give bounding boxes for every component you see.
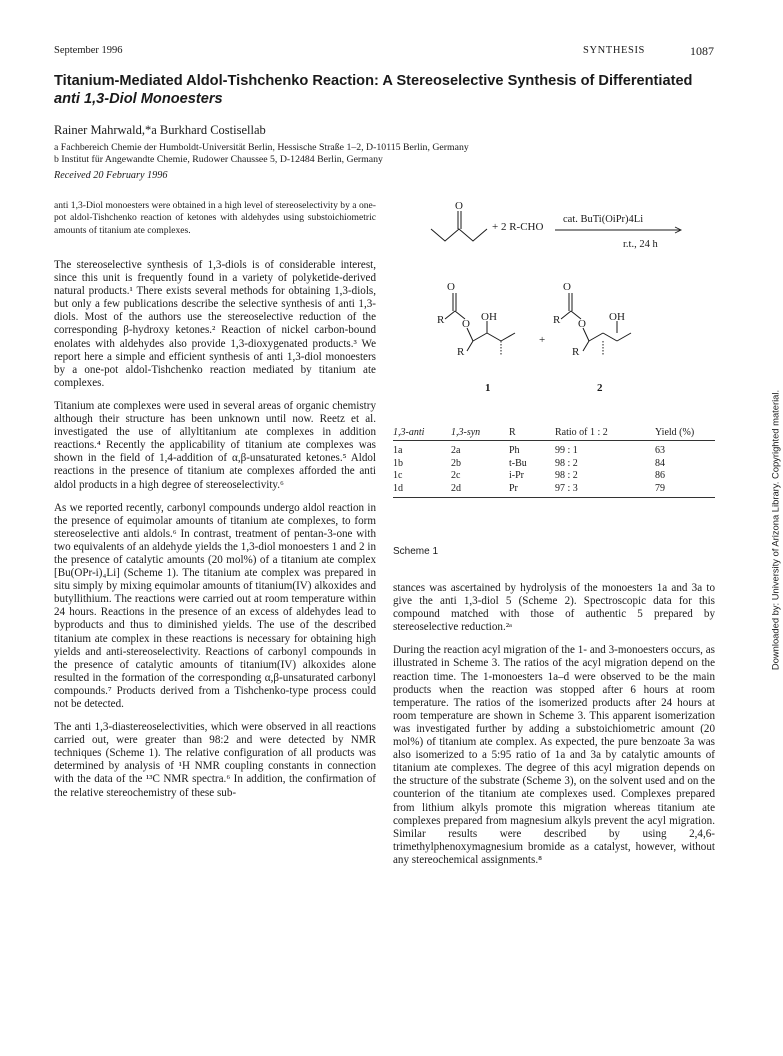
compound-2-r-chain: R — [572, 346, 580, 358]
download-watermark — [768, 370, 782, 690]
compound-1-r-chain: R — [457, 346, 465, 358]
table-row — [393, 458, 715, 471]
table-row — [393, 483, 715, 498]
cell-r: Pr — [509, 483, 555, 498]
body-right-column — [393, 582, 715, 877]
scheme-caption: Scheme 1 — [393, 546, 439, 557]
compound-1-r-acyl: R — [437, 314, 445, 326]
catalyst-text: cat. BuTi(OiPr)4Li — [563, 214, 644, 225]
compound-1-hydroxyl: OH — [481, 311, 497, 323]
table-row — [393, 441, 715, 458]
cell-ratio: 97 : 3 — [555, 483, 655, 498]
affiliation-b: b Institut für Angewandte Chemie, Rudower Chaussee 5, D-12484 Berlin, Germany — [54, 154, 383, 165]
running-header-journal: SYNTHESIS — [583, 45, 645, 56]
cell-r: Ph — [509, 445, 520, 456]
compound-2-hydroxyl: OH — [609, 311, 625, 323]
cell-anti: 1b — [393, 457, 403, 469]
compound-1-ester-o: O — [462, 318, 470, 330]
compound-2-carbonyl-o: O — [563, 281, 571, 293]
ketone-oxygen-label: O — [455, 200, 463, 212]
cell-yield: 84 — [655, 457, 665, 469]
col-header-anti: 1,3-anti — [393, 425, 451, 441]
compound-2-r-acyl: R — [553, 314, 561, 326]
col-header-yield: Yield (%) — [655, 425, 715, 441]
paragraph: Titanium ate complexes were used in several areas of organic chemistry although their structure has been unknown until now. Reetz et al. investigated the use of allyltitanium ate complexes in addition reactions.⁴ Recently the applicability of titanium ate complexes was shown in the field of 1,4-addition of α,β-unsaturated ketones.⁵ Aldol reactions in the presence of titanium ate complexes afforded the anti aldol products in a high degree of stereoselectivity.⁶ — [54, 399, 376, 491]
cell-anti: 1a — [393, 445, 403, 456]
running-header-date: September 1996 — [54, 45, 123, 56]
paragraph: During the reaction acyl migration of the 1- and 3-monoesters occurs, as illustrated in Scheme 3. The ratios of the acyl migration depend on the reaction time. The 1-monoesters 1a–d were observed to be the main products when the reaction was stopped after 6 hours at room temperature. The ratios of the isomerized products after 24 hours at room temperature are shown in Scheme 3. This apparent isomerization was investigated further by adding a substoichiometric amount (20 mol%) of titanium ate complex. As expected, the pure benzoate 3a was also isomerized to a 5:95 ratio of 1a and 3a by catalytic amounts of titanium ate complexes. The degree of this acyl migration depends on the structure of the substrate (Scheme 3), on the solvent used and on the counterion of the titanium ate complexes used. Complexes prepared from lithium alkyls promote this migration whereas titanium ate complexes prepared from magnesium alkyls prevent the acyl migration. Similar results were described by using 2,4,6-trimethylphenoxymagnesium bromide as a catalyst, however, without any stereochemical assignments.⁸ — [393, 644, 715, 866]
cell-syn: 2b — [451, 457, 461, 469]
paragraph: The anti 1,3-diastereoselectivities, which were observed in all reactions carried out, were greater than 98:2 and were detected by NMR techniques (Scheme 1). The relative configuration of all products was determined by analysis of ¹H NMR coupling constants in connection with the data of the ¹³C NMR spectra.⁶ In addition, the confirmation of the relative stereochemistry of these sub- — [54, 721, 376, 799]
table-row — [393, 470, 715, 483]
scheme-1-table — [393, 425, 715, 498]
col-header-ratio: Ratio of 1 : 2 — [555, 425, 655, 441]
paragraph: As we reported recently, carbonyl compounds undergo aldol reaction in the presence of equimolar amounts of titanium ate complexes, to form stereoselective anti aldols.⁶ In contrast, treatment of pentan-3-one with two equivalents of an aldehyde yields the 1,3-diol monoesters 1 and 2 in the presence of catalytic amounts (20 mol%) of a titanium ate complex [Bu(OPr-i)₄Li] (Scheme 1). The titanium ate complex was prepared in situ simply by mixing equimolar amounts of titanium(IV) alkoxides and butyllithium. The reactions were carried out at room temperature within 24 hours. Reactions in the presence of an excess of aldehydes lead to byproducts and thus to diminished yields. The use of the described titanium ate complex in these reactions is necessary for obtaining high yields and anti-stereoselectivity. Reactions of carbonyl compounds in the presence of catalytic amounts of titanium(IV) alkoxides alone resulted in the formation of the corresponding α,β-unsaturated carbonyl compounds.⁷ Products derived from a Tishchenko-type process could not be detected. — [54, 501, 376, 710]
received-date: Received 20 February 1996 — [54, 170, 168, 181]
abstract: anti 1,3-Diol monoesters were obtained in a high level of stereoselectivity by a one-pot aldol-Tishchenko reaction of ketones with aldehydes using substoichiometric amounts of titanium ate complexes. — [54, 200, 376, 236]
cell-yield: 79 — [655, 483, 715, 498]
cell-yield: 86 — [655, 470, 665, 481]
col-header-syn: 1,3-syn — [451, 425, 509, 441]
compound-1-carbonyl-o: O — [447, 281, 455, 293]
page-number: 1087 — [690, 44, 714, 58]
affiliation-a: a Fachbereich Chemie der Humboldt-Universität Berlin, Hessische Straße 1–2, D-10115 Berlin, Germany — [54, 142, 469, 153]
compound-1-number: 1 — [485, 382, 491, 394]
cell-ratio: 98 : 2 — [555, 457, 578, 469]
scheme-1-diagram — [393, 195, 715, 410]
title-line-1: Titanium-Mediated Aldol-Tishchenko Reaction: A Stereoselective Synthesis of Differentiated — [54, 73, 693, 89]
cell-syn: 2a — [451, 445, 461, 456]
cell-syn: 2d — [451, 483, 509, 498]
compound-2-ester-o: O — [578, 318, 586, 330]
download-watermark-text: Downloaded by: University of Arizona Library. Copyrighted material. — [769, 389, 781, 671]
body-left-column — [54, 259, 376, 810]
compound-2-number: 2 — [597, 382, 603, 394]
cell-anti: 1d — [393, 483, 451, 498]
compound-1-structure — [445, 293, 515, 355]
cell-syn: 2c — [451, 470, 461, 481]
author-list: Rainer Mahrwald,*a Burkhard Costisellab — [54, 123, 266, 137]
cell-anti: 1c — [393, 470, 403, 481]
cell-r: t-Bu — [509, 457, 527, 469]
paragraph: The stereoselective synthesis of 1,3-diols is of considerable interest, since this unit is frequently found in a variety of polyketide-derived natural products.¹ There exists several methods for obtaining 1,3-diols, but only a few publications describe the selective synthesis of anti 1,3-diols. Most of the authors use the stereoselective reduction of the corresponding β-hydroxy ketones.² Reaction of nickel carbon-bound enolates with aldehydes also provide 1,3-dioxygenated products.³ We report here a simple and efficient synthesis of anti 1,3-diol monoesters by a one-pot aldol-Tishchenko reaction mediated by titanium ate complexes. — [54, 259, 376, 389]
reaction-arrow — [555, 227, 681, 233]
col-header-r: R — [509, 425, 555, 441]
paragraph: stances was ascertained by hydrolysis of the monoesters 1a and 3a to give the anti 1,3-diol 5 (Scheme 2). Spectroscopic data for this compound matched with those of authentic 5 prepared by stereoselective reduction.²ᵃ — [393, 582, 715, 634]
title-line-2: anti 1,3-Diol Monoesters — [54, 91, 223, 107]
cell-r: i-Pr — [509, 470, 524, 481]
reagent-text: + 2 R-CHO — [492, 221, 544, 233]
cell-ratio: 99 : 1 — [555, 445, 578, 456]
pentanone-structure — [431, 211, 487, 241]
cell-ratio: 98 : 2 — [555, 470, 578, 481]
plus-sign: + — [539, 334, 546, 346]
table-header-row — [393, 425, 715, 441]
article-title — [54, 72, 734, 108]
conditions-text: r.t., 24 h — [623, 239, 658, 250]
cell-yield: 63 — [655, 445, 665, 456]
